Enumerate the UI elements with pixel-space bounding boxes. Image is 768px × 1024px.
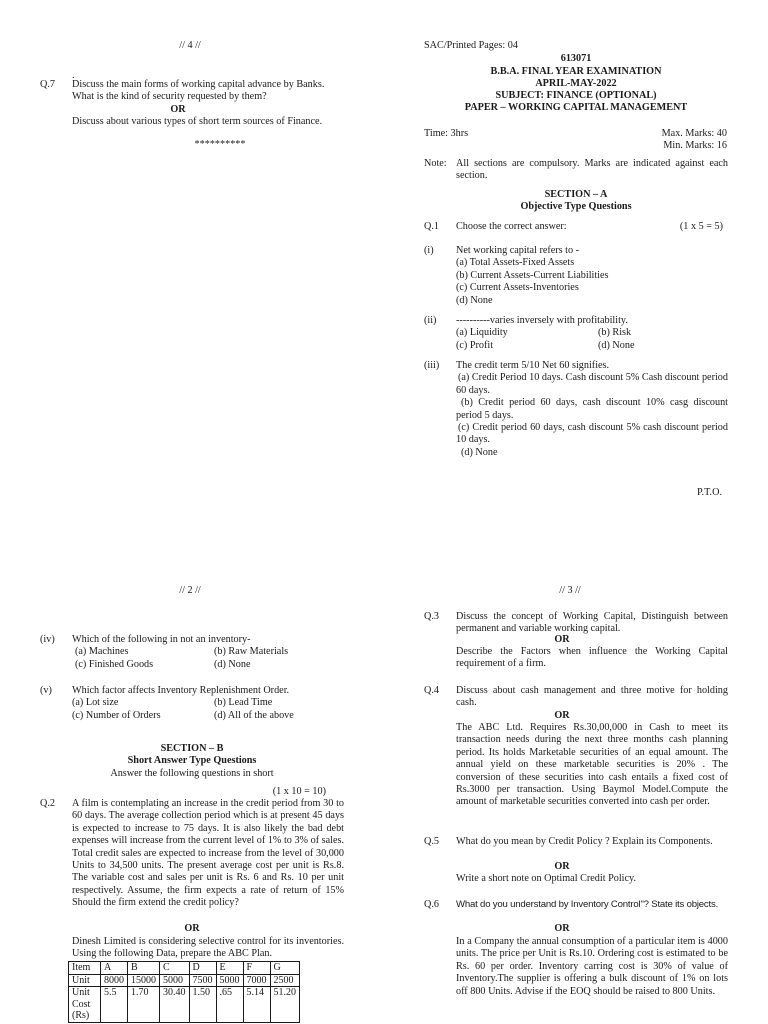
- exam-title: B.B.A. FINAL YEAR EXAMINATION: [490, 66, 662, 77]
- max-marks: Max. Marks: 40: [661, 128, 727, 139]
- question-text: Net working capital refers to -: [456, 245, 580, 256]
- table-cell: 8000: [101, 974, 128, 987]
- question-number: Q.1: [424, 221, 439, 232]
- question-6: What do you understand by Inventory Control"? State its objects.: [456, 899, 719, 910]
- table-cell: 1.50: [189, 987, 216, 1023]
- note-label: Note:: [424, 158, 447, 169]
- option: (a) Liquidity: [456, 327, 508, 339]
- table-cell: 30.40: [160, 987, 190, 1023]
- option: (b) Lead Time: [214, 697, 273, 709]
- option: (c) Current Assets-Inventories: [456, 282, 579, 294]
- table-cell: Unit Cost (Rs): [69, 987, 101, 1023]
- question-4-alt: The ABC Ltd. Requires Rs.30,00,000 in Cash to meet its transaction needs during the next three months cash planning period. Its holds Marketable securities of an equal amount. The annual yield on these marketable securities is 20% . The conversion of these securities into cash entails a fixed cost of Rs.3000 per transaction. Using Baymol Model.Compute the amount of marketable securities converted into cash per order.: [456, 722, 728, 808]
- question-number: Q.6: [424, 899, 439, 910]
- question-5-alt: Write a short note on Optimal Credit Policy.: [456, 873, 637, 884]
- table-row: [69, 974, 300, 987]
- or-separator: OR: [184, 923, 200, 934]
- exam-subject: SUBJECT: FINANCE (OPTIONAL): [495, 90, 657, 101]
- question-3: Discuss the concept of Working Capital, Distinguish between permanent and variable working capital.: [456, 611, 728, 635]
- min-marks: Min. Marks: 16: [663, 140, 727, 151]
- table-cell: 5.14: [243, 987, 270, 1023]
- question-7: [72, 79, 362, 129]
- table-cell: D: [189, 962, 216, 975]
- question-text: Discuss the main forms of working capital advance by Banks.: [72, 79, 325, 90]
- question-text: Discuss about various types of short term sources of Finance.: [72, 116, 323, 128]
- table-cell: 5000: [160, 974, 190, 987]
- section-b-title: SECTION – B: [160, 743, 224, 754]
- pto-mark: P.T.O.: [697, 487, 722, 498]
- option: (c) Number of Orders: [72, 709, 161, 721]
- table-cell: 51.20: [270, 987, 300, 1023]
- section-b-subtitle: Short Answer Type Questions: [127, 755, 257, 766]
- table-cell: G: [270, 962, 300, 975]
- page-number-header: // 3 //: [559, 585, 581, 596]
- sub-question-v: [72, 685, 344, 722]
- question-number: Q.5: [424, 836, 439, 847]
- option: (d) None: [598, 339, 635, 351]
- table-cell: 15000: [128, 974, 160, 987]
- section-a-subtitle: Objective Type Questions: [520, 201, 632, 212]
- table-cell: Item: [69, 962, 101, 975]
- option: (b) Credit period 60 days, cash discount 10% casg discount period 5 days.: [456, 397, 728, 421]
- table-header-row: [69, 962, 300, 975]
- exam-paper: PAPER – WORKING CAPITAL MANAGEMENT: [464, 102, 688, 113]
- question-number: Q.7: [40, 79, 55, 90]
- sub-question-iv: [72, 634, 344, 671]
- sub-question-iii: [456, 360, 728, 459]
- table-cell: 5000: [216, 974, 243, 987]
- page-number-header: // 4 //: [179, 40, 201, 51]
- exam-time: Time: 3hrs: [424, 128, 469, 139]
- note-text: All sections are compulsory. Marks are indicated against each section.: [456, 158, 728, 182]
- table-cell: 1.70: [128, 987, 160, 1023]
- or-separator: OR: [170, 103, 186, 115]
- question-text: Which of the following in not an inventory-: [72, 634, 251, 645]
- table-row: [69, 987, 300, 1023]
- question-text: Choose the correct answer:: [456, 221, 567, 232]
- section-a-title: SECTION – A: [544, 189, 608, 200]
- question-text: ----------varies inversely with profitability.: [456, 315, 628, 326]
- table-cell: B: [128, 962, 160, 975]
- option: (d) All of the above: [214, 709, 294, 721]
- sub-question-number: (i): [424, 245, 434, 256]
- question-4: Discuss about cash management and three motive for holding cash.: [456, 685, 728, 709]
- question-6-alt: In a Company the annual consumption of a particular item is 4000 units. The price per Unit is Rs.10. Ordering cost is estimated to be Rs. 60 per order. Inventory carring cost is 30% of value of Inventory.The supplier is offering a bulk discount of 1% on lots off 800 Units. Advise if the EOQ should be raised to 800 Units.: [456, 936, 728, 997]
- table-cell: E: [216, 962, 243, 975]
- or-separator: OR: [554, 861, 570, 872]
- sub-question-number: (iv): [40, 634, 55, 645]
- sub-question-number: (v): [40, 685, 52, 696]
- option: (b) Current Assets-Current Liabilities: [456, 269, 609, 281]
- option: (a) Total Assets-Fixed Assets: [456, 257, 575, 269]
- question-text: What is the kind of security requested by them?: [72, 91, 267, 103]
- or-separator: OR: [554, 710, 570, 721]
- option: (c) Profit: [456, 339, 494, 351]
- option: (d) None: [461, 446, 498, 458]
- option: (a) Lot size: [72, 697, 119, 709]
- sub-question-number: (ii): [424, 315, 437, 326]
- table-cell: C: [160, 962, 190, 975]
- table-cell: Unit: [69, 974, 101, 987]
- option: (c) Credit period 60 days, cash discount 5% cash discount period 10 days.: [456, 422, 728, 446]
- or-separator: OR: [554, 923, 570, 934]
- table-cell: 2500: [270, 974, 300, 987]
- page-number-header: // 2 //: [179, 585, 201, 596]
- question-2: A film is contemplating an increase in the credit period from 30 to 60 days. The average collection period which is at present 45 days is expected to increase to 75 days. It is also likely the bad debt expenses will increase from the current level of 1% to 3% of sales. Total credit sales are expected to increase from the level of 30,000 Units to 34,500 units. The present average cost per unit is Rs.8. The variable cost and sales per unit is Rs. 6 and Rs. 10 per unit respectively. Assume, the firm expects a rate of return of 15% Should the firm extend the credit policy?: [72, 798, 344, 909]
- printed-pages: SAC/Printed Pages: 04: [424, 40, 518, 51]
- question-number: Q.2: [40, 798, 55, 809]
- table-cell: 5.5: [101, 987, 128, 1023]
- option: (b) Raw Materials: [214, 646, 289, 658]
- option: (d) None: [214, 658, 251, 670]
- question-text: Which factor affects Inventory Replenishment Order.: [72, 685, 290, 696]
- sub-question-number: (iii): [424, 360, 440, 371]
- question-text: The credit term 5/10 Net 60 signifies.: [456, 360, 610, 371]
- abc-data-table: [68, 961, 300, 1023]
- stray-dot: .: [72, 70, 75, 81]
- or-separator: OR: [554, 634, 570, 645]
- question-2-alt: Dinesh Limited is considering selective control for its inventories. Using the following Data, prepare the ABC Plan.: [72, 936, 344, 960]
- option: (b) Risk: [598, 327, 632, 339]
- sub-question-ii: [456, 315, 728, 352]
- question-5: What do you mean by Credit Policy ? Explain its Components.: [456, 836, 713, 847]
- question-number: Q.4: [424, 685, 439, 696]
- sub-question-i: [456, 245, 728, 307]
- table-cell: F: [243, 962, 270, 975]
- table-cell: 7500: [189, 974, 216, 987]
- option: (a) Credit Period 10 days. Cash discount 5% Cash discount period 60 days.: [456, 372, 728, 396]
- paper-code: 613071: [560, 53, 592, 64]
- question-3-alt: Describe the Factors when influence the Working Capital requirement of a firm.: [456, 646, 728, 670]
- exam-session: APRIL-MAY-2022: [535, 78, 617, 89]
- table-cell: 7000: [243, 974, 270, 987]
- table-cell: .65: [216, 987, 243, 1023]
- option: (c) Finished Goods: [75, 658, 154, 670]
- table-cell: A: [101, 962, 128, 975]
- abc-table-wrap: [68, 961, 300, 1023]
- question-marks: (1 x 5 = 5): [679, 221, 723, 232]
- end-stars: **********: [194, 139, 246, 150]
- question-number: Q.3: [424, 611, 439, 622]
- section-b-instruction: Answer the following questions in short: [110, 768, 274, 779]
- option: (a) Machines: [75, 646, 129, 658]
- section-b-marks: (1 x 10 = 10): [272, 786, 326, 797]
- option: (d) None: [456, 294, 493, 306]
